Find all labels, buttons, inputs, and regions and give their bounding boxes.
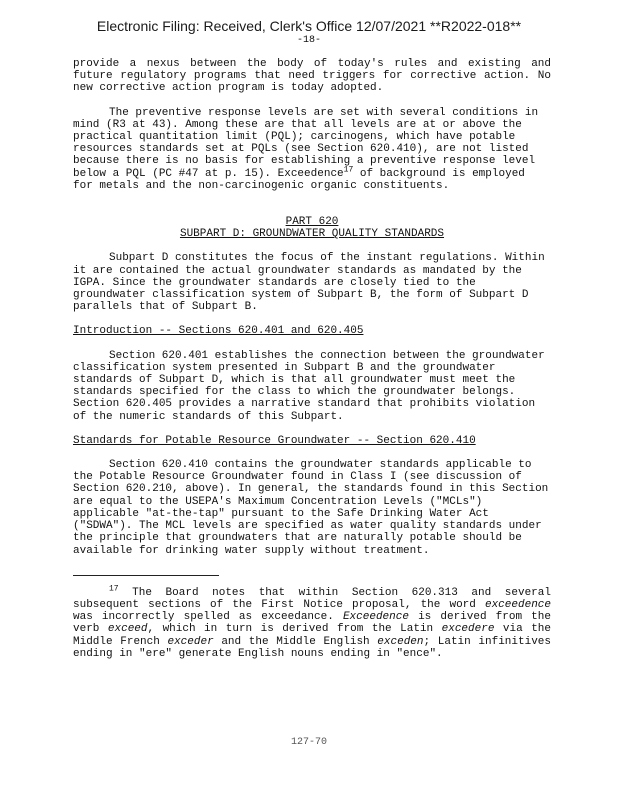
filing-stamp: Electronic Filing: Received, Clerk's Office 12/07/2021 **R2022-018** [96, 18, 522, 34]
paragraph-subpart-d: Subpart D constitutes the focus of the instant regulations. Within it are contained the actual groundwater standards as mandated by the IGPA. Since the groundwater standards are closely tied to the groundwater classification system of Subpart B, the form of Subpart D parallels that of Subpart B. [73, 252, 545, 314]
heading-potable-resource: Standards for Potable Resource Groundwater -- Section 620.410 [73, 434, 476, 447]
paragraph-nexus: provide a nexus between the body of today's rules and existing and future regulatory programs that need triggers for corrective action. No new corrective action program is today adopted. [73, 58, 551, 95]
footnote-number: 17 [109, 584, 119, 594]
paragraph-section-410: Section 620.410 contains the groundwater standards applicable to the Potable Resource Groundwater found in Class I (see discussion of Section 620.210, above). In general, the standards found in this Section are equal to the USEPA's Maximum Concentration Levels ("MCLs") applicable "at-the-tap" pursuant to the Safe Drinking Water Act ("SDWA"). The MCL levels are specified as water quality standards under the principle that groundwaters that are naturally potable should be available for drinking water supply without treatment. [73, 459, 549, 557]
footnote-ref[interactable]: 17 [343, 164, 354, 174]
preventive-response-text-cont: of background is employed for metals and the non-carcinogenic organic constituents. [73, 167, 525, 192]
heading-introduction: Introduction -- Sections 620.401 and 620.405 [73, 325, 364, 338]
docket-footer: 127-70 [290, 737, 327, 748]
footnote-17: $^{17}$ The Board notes that within Section 620.313 and several subsequent sections of the First Notice proposal, the word exceedence was incorrectly spelled as exceedance. Exceedence is derived from the verb exceed, which in turn is derived from the Latin excedere via the Middle French exceder and the Middle English exceden; Latin infinitives ending in "ere" generate English nouns ending in "ence". [73, 584, 551, 660]
subpart-title: SUBPART D: GROUNDWATER QUALITY STANDARDS [179, 228, 445, 241]
document-body [73, 58, 551, 660]
preventive-response-text: The preventive response levels are set with several conditions in mind (R3 at 43). Among these are that all levels are at or above the practical quantitation limit (PQL); carcinogens, which have potable resources standards set at PQLs (see Section 620.410), are not listed because there is no basis for establishing a preventive response level below a PQL (PC #47 at p. 15). Exceedence [73, 106, 539, 180]
paragraph-preventive-response [73, 107, 551, 192]
paragraph-section-401: Section 620.401 establishes the connection between the groundwater classification system presented in Subpart B and the groundwater standards of Subpart D, which is that all groundwater must meet the standards specified for the class to which the groundwater belongs. Section 620.405 provides a narrative standard that prohibits violation of the numeric standards of this Subpart. [73, 349, 545, 423]
part-title: PART 620 [285, 216, 339, 229]
page-number: -18- [296, 35, 321, 46]
footnote-divider [73, 575, 219, 576]
